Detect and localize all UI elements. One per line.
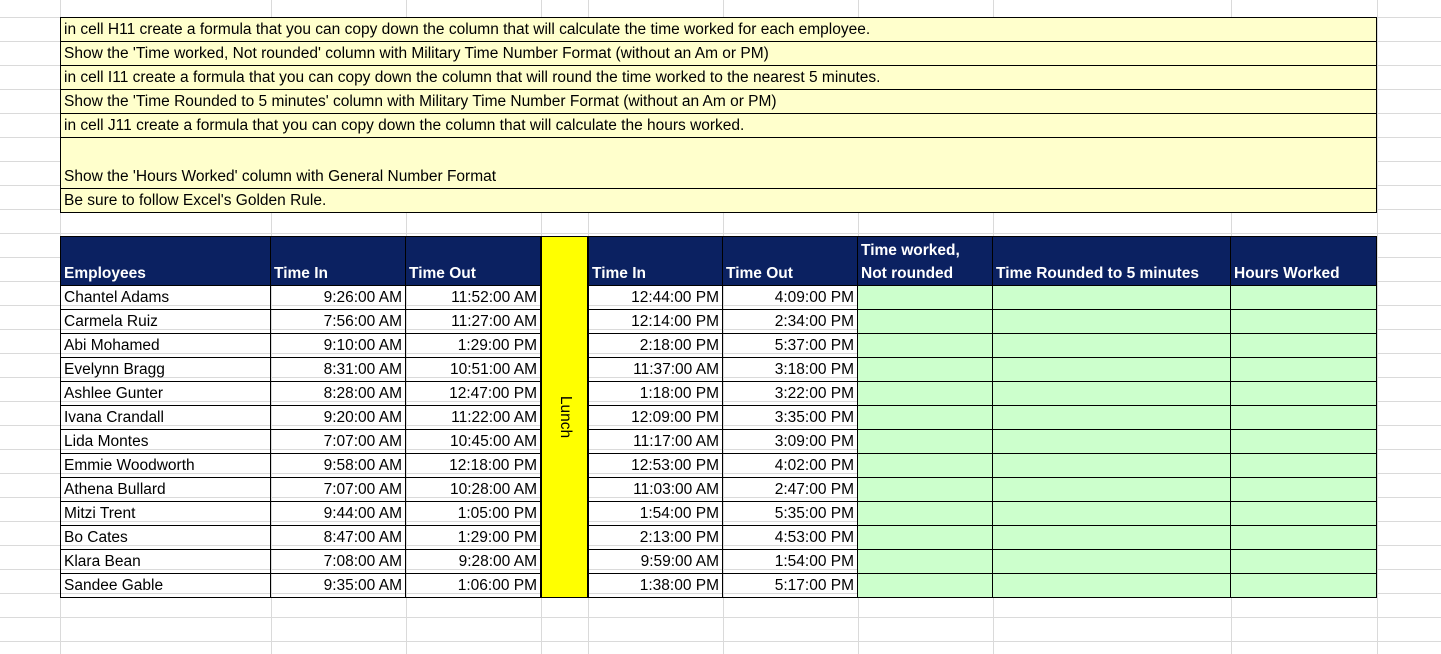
header-time-rounded[interactable]	[993, 236, 1231, 286]
employee-name-cell[interactable]: Mitzi Trent	[60, 502, 271, 526]
time-rounded-cell[interactable]	[993, 334, 1231, 358]
instruction-row[interactable]	[61, 18, 1376, 42]
time-out-1-cell[interactable]: 1:05:00 PM	[406, 502, 541, 526]
employee-name-cell[interactable]: Bo Cates	[60, 526, 271, 550]
instruction-text: Show the 'Time worked, Not rounded' column with Military Time Number Format (without an Am or PM)	[64, 45, 769, 62]
header-time-worked[interactable]	[858, 236, 993, 286]
employee-name-cell[interactable]: Emmie Woodworth	[60, 454, 271, 478]
header-employees[interactable]	[60, 236, 271, 286]
time-rounded-cell[interactable]	[993, 502, 1231, 526]
hours-worked-cell[interactable]	[1231, 526, 1377, 550]
time-out-1-cell[interactable]: 1:06:00 PM	[406, 574, 541, 598]
instruction-text: Show the 'Time Rounded to 5 minutes' column with Military Time Number Format (without an Am or PM)	[64, 93, 777, 110]
employee-name-cell[interactable]: Ivana Crandall	[60, 406, 271, 430]
instruction-text: Be sure to follow Excel's Golden Rule.	[64, 192, 327, 209]
time-rounded-cell[interactable]	[993, 286, 1231, 310]
lunch-label: Lunch	[556, 395, 574, 439]
header-label: Employees	[64, 265, 146, 282]
time-in-2-cell[interactable]: 12:44:00 PM	[588, 286, 723, 310]
time-in-1-cell[interactable]: 9:58:00 AM	[271, 454, 406, 478]
time-in-1-cell[interactable]: 9:44:00 AM	[271, 502, 406, 526]
header-time-out-2[interactable]	[723, 236, 858, 286]
time-in-2-cell[interactable]: 9:59:00 AM	[588, 550, 723, 574]
header-label: Time Out	[726, 265, 793, 282]
time-out-2-cell[interactable]: 5:35:00 PM	[723, 502, 858, 526]
instruction-text: in cell J11 create a formula that you can copy down the column that will calculate the hours worked.	[64, 117, 745, 134]
instruction-text: Show the 'Hours Worked' column with General Number Format	[64, 168, 497, 185]
time-in-2-cell[interactable]: 12:53:00 PM	[588, 454, 723, 478]
employee-name-cell[interactable]: Chantel Adams	[60, 286, 271, 310]
hours-worked-cell[interactable]	[1231, 310, 1377, 334]
time-out-2-cell[interactable]: 3:35:00 PM	[723, 406, 858, 430]
header-time-in-1[interactable]	[271, 236, 406, 286]
time-in-2-cell[interactable]: 2:18:00 PM	[588, 334, 723, 358]
employee-name-cell[interactable]: Lida Montes	[60, 430, 271, 454]
hours-worked-cell[interactable]	[1231, 502, 1377, 526]
instruction-row[interactable]	[61, 189, 1376, 212]
time-in-2-cell[interactable]: 11:03:00 AM	[588, 478, 723, 502]
time-in-2-cell[interactable]: 1:38:00 PM	[588, 574, 723, 598]
time-out-1-cell[interactable]: 11:22:00 AM	[406, 406, 541, 430]
time-worked-cell[interactable]	[858, 310, 993, 334]
gridline-horizontal	[0, 617, 1441, 618]
time-out-2-cell[interactable]: 4:53:00 PM	[723, 526, 858, 550]
gridline-horizontal	[0, 641, 1441, 642]
time-rounded-cell[interactable]	[993, 526, 1231, 550]
header-time-in-2[interactable]	[588, 236, 723, 286]
time-out-2-cell[interactable]: 4:02:00 PM	[723, 454, 858, 478]
header-label: Hours Worked	[1234, 265, 1340, 282]
time-worked-cell[interactable]	[858, 550, 993, 574]
time-in-1-cell[interactable]: 7:56:00 AM	[271, 310, 406, 334]
time-out-2-cell[interactable]: 2:34:00 PM	[723, 310, 858, 334]
instruction-row[interactable]	[61, 90, 1376, 114]
hours-worked-cell[interactable]	[1231, 550, 1377, 574]
time-in-2-cell[interactable]: 1:54:00 PM	[588, 502, 723, 526]
hours-worked-cell[interactable]	[1231, 478, 1377, 502]
employee-name-cell[interactable]: Carmela Ruiz	[60, 310, 271, 334]
lunch-column[interactable]	[541, 236, 588, 598]
time-worked-cell[interactable]	[858, 502, 993, 526]
hours-worked-cell[interactable]	[1231, 406, 1377, 430]
time-out-1-cell[interactable]: 12:18:00 PM	[406, 454, 541, 478]
time-worked-cell[interactable]	[858, 406, 993, 430]
header-hours-worked[interactable]	[1231, 236, 1377, 286]
time-in-1-cell[interactable]: 9:20:00 AM	[271, 406, 406, 430]
gridline-horizontal	[0, 233, 1441, 234]
time-in-1-cell[interactable]: 7:07:00 AM	[271, 478, 406, 502]
time-worked-cell[interactable]	[858, 478, 993, 502]
instruction-row[interactable]	[61, 138, 1376, 189]
time-in-1-cell[interactable]: 8:47:00 AM	[271, 526, 406, 550]
time-out-2-cell[interactable]: 2:47:00 PM	[723, 478, 858, 502]
hours-worked-cell[interactable]	[1231, 430, 1377, 454]
time-in-1-cell[interactable]: 9:10:00 AM	[271, 334, 406, 358]
header-label: Time In	[274, 265, 328, 282]
instructions-block	[60, 17, 1377, 213]
time-worked-cell[interactable]	[858, 286, 993, 310]
time-out-2-cell[interactable]: 3:18:00 PM	[723, 358, 858, 382]
time-out-1-cell[interactable]: 12:47:00 PM	[406, 382, 541, 406]
time-rounded-cell[interactable]	[993, 406, 1231, 430]
hours-worked-cell[interactable]	[1231, 454, 1377, 478]
instruction-row[interactable]	[61, 114, 1376, 138]
time-worked-cell[interactable]	[858, 358, 993, 382]
time-out-2-cell[interactable]: 3:09:00 PM	[723, 430, 858, 454]
time-in-2-cell[interactable]: 11:37:00 AM	[588, 358, 723, 382]
time-in-1-cell[interactable]: 7:07:00 AM	[271, 430, 406, 454]
time-in-2-cell[interactable]: 1:18:00 PM	[588, 382, 723, 406]
employee-name-cell[interactable]: Ashlee Gunter	[60, 382, 271, 406]
hours-worked-cell[interactable]	[1231, 574, 1377, 598]
time-rounded-cell[interactable]	[993, 430, 1231, 454]
instruction-row[interactable]	[61, 42, 1376, 66]
instruction-text: in cell I11 create a formula that you can copy down the column that will round the time worked to the nearest 5 minutes.	[64, 69, 881, 86]
time-in-2-cell[interactable]: 2:13:00 PM	[588, 526, 723, 550]
header-label-line2: Not rounded	[861, 265, 954, 282]
header-label: Time Rounded to 5 minutes	[996, 265, 1199, 282]
employee-name-cell[interactable]: Evelynn Bragg	[60, 358, 271, 382]
hours-worked-cell[interactable]	[1231, 334, 1377, 358]
time-out-1-cell[interactable]: 1:29:00 PM	[406, 526, 541, 550]
time-out-2-cell[interactable]: 4:09:00 PM	[723, 286, 858, 310]
time-out-2-cell[interactable]: 3:22:00 PM	[723, 382, 858, 406]
time-rounded-cell[interactable]	[993, 550, 1231, 574]
time-in-1-cell[interactable]: 7:08:00 AM	[271, 550, 406, 574]
header-label: Time In	[592, 265, 646, 282]
instruction-row[interactable]	[61, 66, 1376, 90]
time-in-2-cell[interactable]: 12:09:00 PM	[588, 406, 723, 430]
time-in-1-cell[interactable]: 8:28:00 AM	[271, 382, 406, 406]
employee-name-cell[interactable]: Athena Bullard	[60, 478, 271, 502]
time-out-1-cell[interactable]: 10:28:00 AM	[406, 478, 541, 502]
time-worked-cell[interactable]	[858, 382, 993, 406]
time-worked-cell[interactable]	[858, 526, 993, 550]
time-worked-cell[interactable]	[858, 574, 993, 598]
hours-worked-cell[interactable]	[1231, 382, 1377, 406]
time-out-1-cell[interactable]: 11:27:00 AM	[406, 310, 541, 334]
time-out-1-cell[interactable]: 10:51:00 AM	[406, 358, 541, 382]
instruction-text: in cell H11 create a formula that you can copy down the column that will calculate the time worked for each employee.	[64, 21, 871, 38]
time-out-1-cell[interactable]: 9:28:00 AM	[406, 550, 541, 574]
time-worked-cell[interactable]	[858, 454, 993, 478]
time-rounded-cell[interactable]	[993, 358, 1231, 382]
time-in-2-cell[interactable]: 11:17:00 AM	[588, 430, 723, 454]
header-label: Time Out	[409, 265, 476, 282]
time-out-2-cell[interactable]: 1:54:00 PM	[723, 550, 858, 574]
hours-worked-cell[interactable]	[1231, 358, 1377, 382]
time-out-1-cell[interactable]: 11:52:00 AM	[406, 286, 541, 310]
header-label-line1: Time worked,	[861, 242, 960, 259]
header-time-out-1[interactable]	[406, 236, 541, 286]
time-rounded-cell[interactable]	[993, 454, 1231, 478]
hours-worked-cell[interactable]	[1231, 286, 1377, 310]
time-worked-cell[interactable]	[858, 430, 993, 454]
time-in-1-cell[interactable]: 9:35:00 AM	[271, 574, 406, 598]
time-rounded-cell[interactable]	[993, 310, 1231, 334]
gridline-vertical	[1377, 0, 1378, 654]
time-rounded-cell[interactable]	[993, 382, 1231, 406]
time-rounded-cell[interactable]	[993, 574, 1231, 598]
time-in-1-cell[interactable]: 8:31:00 AM	[271, 358, 406, 382]
employee-name-cell[interactable]: Abi Mohamed	[60, 334, 271, 358]
employee-name-cell[interactable]: Sandee Gable	[60, 574, 271, 598]
time-in-2-cell[interactable]: 12:14:00 PM	[588, 310, 723, 334]
time-rounded-cell[interactable]	[993, 478, 1231, 502]
time-out-2-cell[interactable]: 5:37:00 PM	[723, 334, 858, 358]
time-in-1-cell[interactable]: 9:26:00 AM	[271, 286, 406, 310]
employee-name-cell[interactable]: Klara Bean	[60, 550, 271, 574]
time-out-1-cell[interactable]: 1:29:00 PM	[406, 334, 541, 358]
time-out-1-cell[interactable]: 10:45:00 AM	[406, 430, 541, 454]
time-worked-cell[interactable]	[858, 334, 993, 358]
time-out-2-cell[interactable]: 5:17:00 PM	[723, 574, 858, 598]
